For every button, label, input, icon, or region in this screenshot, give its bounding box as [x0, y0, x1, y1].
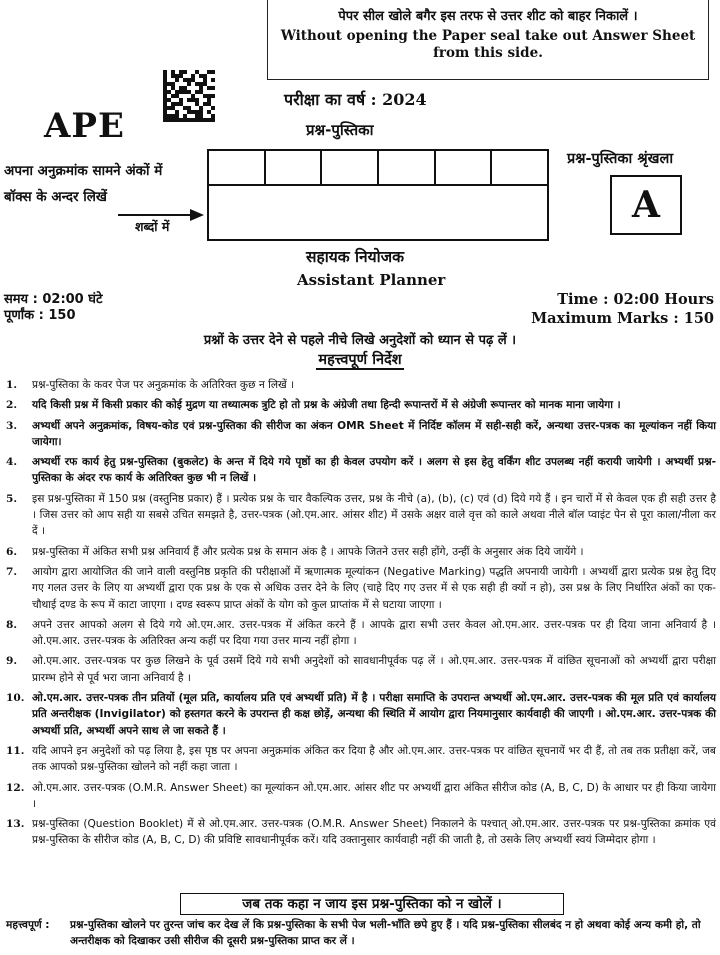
- digit-box[interactable]: [379, 151, 436, 184]
- time-english: Time : 02:00 Hours: [557, 291, 714, 308]
- digit-box[interactable]: [436, 151, 493, 184]
- list-item: [6, 418, 716, 451]
- important-footer: [6, 917, 716, 949]
- digit-box[interactable]: [322, 151, 379, 184]
- item-text: यदि आपने इन अनुदेशों को पढ़ लिया है, इस पृष्ठ पर अपना अनुक्रमांक अंकित कर दिया है और ओ.एम.आर. उत्तर-पत्रक पर वांछित सूचनायें भर दी हैं, तो तब तक प्रतीक्षा करें, जब तक आपको प्रश्न-पुस्तिका खोलने को नहीं कहा जाता ।: [32, 744, 716, 774]
- item-number: 5.: [6, 492, 18, 505]
- time-marks-hindi: [4, 292, 103, 324]
- item-number: 8.: [6, 618, 18, 631]
- list-item: [6, 544, 716, 560]
- list-item: [6, 617, 716, 650]
- important-label: महत्त्वपूर्ण :: [6, 919, 50, 931]
- item-text: ओ.एम.आर. उत्तर-पत्रक (O.M.R. Answer Sheet) का मूल्यांकन ओ.एम.आर. आंसर शीट पर अभ्यर्थी द्वारा अंकित सीरीज कोड (A, B, C, D) के आधार पर ही किया जायेगा ।: [32, 781, 716, 810]
- list-item: [6, 377, 716, 393]
- instructions-heading-text: महत्त्वपूर्ण निर्देश: [318, 352, 402, 368]
- roll-number-instruction-line-2: बॉक्स के अन्दर लिखें: [4, 189, 107, 205]
- item-number: 4.: [6, 456, 18, 469]
- item-text: प्रश्न-पुस्तिका (Question Booklet) में से ओ.एम.आर. उत्तर-पत्रक (O.M.R. Answer Sheet) निकालने के पश्चात् ओ.एम.आर. उत्तर-पत्रक पर प्रश्न-पुस्तिका क्रमांक एवं प्रश्न-पुस्तिका के सीरीज कोड (A, B, C, D) की प्रविष्टि सावधानीपूर्वक करें। यदि उक्तानुसार कार्यवाही नहीं की जाती है, तो उसके लिए अभ्यर्थी स्वयं जिम्मेदार होगा ।: [32, 818, 716, 847]
- list-item: [6, 780, 716, 813]
- item-number: 7.: [6, 565, 18, 578]
- item-text: ओ.एम.आर. उत्तर-पत्रक तीन प्रतियों (मूल प्रति, कार्यालय प्रति एवं अभ्यर्थी प्रति) में है । परीक्षा समाप्ति के उपरान्त अभ्यर्थी ओ.एम.आर. उत्तर-पत्रक की मूल प्रति एवं कार्यालय प्रति अन्तरीक्षक (Invigilator) को हस्तगत करने के उपरान्त ही कक्ष छोड़ें, अन्यथा की स्थिति में आयोग द्वारा नियमानुसार कार्यवाही की जाएगी । ओ.एम.आर. उत्तर-पत्रक की अभ्यर्थी प्रति, अभ्यर्थी अपने साथ ले जा सकते हैं ।: [32, 692, 716, 737]
- time-hindi: समय : 02:00 घंटे: [4, 292, 103, 307]
- seal-instruction-english-1: Without opening the Paper seal take out Answer Sheet: [280, 28, 696, 44]
- roll-in-words-label: शब्दों में: [135, 219, 170, 234]
- item-number: 12.: [6, 781, 25, 794]
- list-item: [6, 743, 716, 776]
- roll-number-digit-boxes[interactable]: [207, 149, 549, 186]
- marks-hindi: पूर्णांक : 150: [4, 308, 76, 323]
- exam-year: परीक्षा का वर्ष : 2024: [284, 90, 427, 109]
- item-number: 10.: [6, 692, 25, 705]
- list-item: [6, 397, 716, 413]
- do-not-open-notice: जब तक कहा न जाय इस प्रश्न-पुस्तिका को न खोलें ।: [180, 893, 564, 915]
- seal-instruction-hindi: पेपर सील खोले बगैर इस तरफ से उत्तर शीट को बाहर निकालें ।: [338, 9, 638, 24]
- booklet-label: प्रश्न-पुस्तिका: [306, 121, 374, 139]
- list-item: [6, 564, 716, 613]
- item-number: 9.: [6, 655, 18, 668]
- read-instructions-note: प्रश्नों के उत्तर देने से पहले नीचे लिखे अनुदेशों को ध्यान से पढ़ लें ।: [203, 333, 517, 348]
- booklet-series-value: A: [610, 175, 682, 235]
- digit-box[interactable]: [492, 151, 547, 184]
- marks-english: Maximum Marks : 150: [531, 310, 714, 327]
- qr-code-icon: [163, 70, 215, 122]
- important-text: प्रश्न-पुस्तिका खोलने पर तुरन्त जांच कर देख लें कि प्रश्न-पुस्तिका के सभी पेज भली-भाँति छपे हुए हैं । यदि प्रश्न-पुस्तिका सीलबंद न हो अथवा कोई अन्य कमी हो, तो अन्तरीक्षक को दिखाकर उसी सीरीज की दूसरी प्रश्न-पुस्तिका प्राप्त कर लें ।: [70, 919, 701, 947]
- list-item: [6, 690, 716, 739]
- instructions-list: [6, 377, 716, 853]
- item-number: 11.: [6, 744, 25, 757]
- item-text: अभ्यर्थी रफ कार्य हेतु प्रश्न-पुस्तिका (बुकलेट) के अन्त में दिये गये पृष्ठों का ही केवल उपयोग करें । अलग से इस हेतु वर्किंग शीट उपलब्ध नहीं करायी जायेगी । अभ्यर्थी प्रश्न-पुस्तिका के अंदर रफ कार्य के अतिरिक्त कुछ भी न लिखें ।: [32, 456, 716, 485]
- item-number: 1.: [6, 379, 18, 391]
- item-text: यदि किसी प्रश्न में किसी प्रकार की कोई मुद्रण या तथ्यात्मक त्रुटि हो तो प्रश्न के अंग्रेजी तथा हिन्दी रूपान्तरों में से अंग्रेजी रूपान्तर को मानक माना जायेगा ।: [32, 399, 621, 412]
- item-number: 6.: [6, 545, 18, 558]
- list-item: [6, 454, 716, 487]
- booklet-series-label: प्रश्न-पुस्तिका श्रृंखला: [567, 151, 674, 167]
- item-text: ओ.एम.आर. उत्तर-पत्रक पर कुछ लिखने के पूर्व उसमें दिये गये सभी अनुदेशों को सावधानीपूर्वक पढ़ लें । ओ.एम.आर. उत्तर-पत्रक में वांछित सूचनाओं को अभ्यर्थी द्वारा परीक्षा प्रारम्भ होने से पूर्व भरा जाना अनिवार्य है ।: [32, 655, 716, 684]
- list-item: [6, 653, 716, 686]
- item-text: आयोग द्वारा आयोजित की जाने वाली वस्तुनिष्ठ प्रकृति की परीक्षाओं में ऋणात्मक मूल्यांकन (Negative Marking) पद्धति अपनायी जायेगी । अभ्यर्थी द्वारा प्रत्येक प्रश्न हेतु दिए गए गलत उत्तर के लिए या अभ्यर्थी द्वारा एक प्रश्न के एक से अधिक उत्तर देने के लिए (चाहे दिए गए उत्तर में से एक सही ही क्यों न हो), उस प्रश्न के लिए निर्धारित अंकों का एक-चौथाई दण्ड के रूप में काटा जाएगा । दण्ड स्वरूप प्राप्त अंकों के योग को कुल प्राप्तांक में से घटाया जाएगा ।: [32, 565, 716, 611]
- item-text: अपने उत्तर आपको अलग से दिये गये ओ.एम.आर. उत्तर-पत्रक में अंकित करने हैं । आपके द्वारा सभी उत्तर केवल ओ.एम.आर. उत्तर-पत्रक पर ही दिया जाना अनिवार्य है । ओ.एम.आर. उत्तर-पत्रक के अतिरिक्त अन्य कहीं पर दिया गया उत्तर मान्य नहीं होगा ।: [32, 618, 716, 648]
- instructions-heading: [0, 349, 720, 369]
- item-number: 2.: [6, 399, 18, 412]
- post-name-english: Assistant Planner: [297, 271, 446, 289]
- item-number: 3.: [6, 419, 18, 432]
- roll-number-instruction: [4, 158, 162, 210]
- digit-box[interactable]: [209, 151, 266, 184]
- list-item: [6, 816, 716, 849]
- paper-code: APE: [44, 106, 125, 146]
- item-text: प्रश्न-पुस्तिका के कवर पेज पर अनुक्रमांक के अतिरिक्त कुछ न लिखें ।: [32, 379, 295, 391]
- time-marks-english: [531, 290, 714, 328]
- item-number: 13.: [6, 818, 25, 831]
- digit-box[interactable]: [266, 151, 323, 184]
- item-text: इस प्रश्न-पुस्तिका में 150 प्रश्न (वस्तुनिष्ठ प्रकार) हैं । प्रत्येक प्रश्न के चार वैकल्पिक उत्तर, प्रश्न के नीचे (a), (b), (c) एवं (d) दिये गये हैं । इन चारों में से केवल एक ही सही उत्तर है । जिस उत्तर को आप सही या सबसे उचित समझते है, उत्तर-पत्रक (ओ.एम.आर. आंसर शीट) में उसके अक्षर वाले वृत्त को काले अथवा नीले बॉल प्वाइंट पेन से पूरा काला/नीला कर दें ।: [32, 492, 716, 538]
- post-name-hindi: सहायक नियोजक: [306, 248, 405, 266]
- list-item: [6, 491, 716, 540]
- roll-number-instruction-line-1: अपना अनुक्रमांक सामने अंकों में: [4, 163, 163, 179]
- seal-instruction-box: [267, 0, 709, 80]
- roll-number-words-box[interactable]: [207, 186, 549, 241]
- seal-instruction-english-2: from this side.: [433, 45, 543, 61]
- item-text: प्रश्न-पुस्तिका में अंकित सभी प्रश्न अनिवार्य हैं और प्रत्येक प्रश्न के समान अंक है । आपके जितने उत्तर सही होंगे, उन्हीं के अनुसार अंक दिये जायेंगे ।: [32, 545, 584, 558]
- item-text: अभ्यर्थी अपने अनुक्रमांक, विषय-कोड एवं प्रश्न-पुस्तिका की सीरीज का अंकन OMR Sheet में निर्दिष्ट कॉलम में सही-सही करें, अन्यथा उत्तर-पत्रक का मूल्यांकन नहीं किया जायेगा।: [32, 419, 716, 448]
